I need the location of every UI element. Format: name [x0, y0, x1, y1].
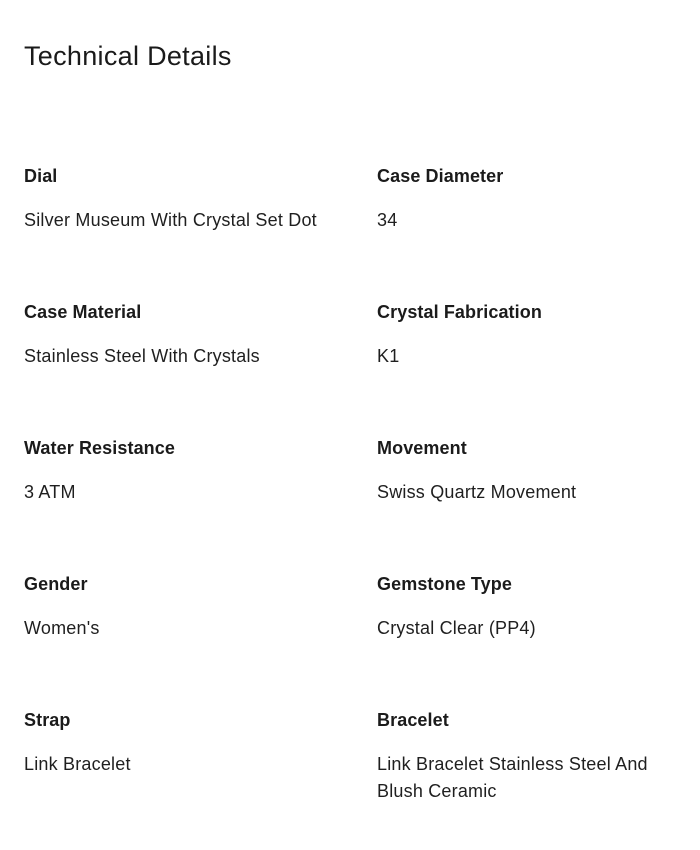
spec-label: Crystal Fabrication	[377, 302, 542, 322]
spec-value: Crystal Clear (PP4)	[377, 618, 536, 638]
spec-item-case-material	[24, 301, 377, 370]
spec-value: Women's	[24, 618, 100, 638]
spec-value: Silver Museum With Crystal Set Dot	[24, 210, 317, 230]
spec-label: Dial	[24, 166, 58, 186]
spec-item-dial	[24, 165, 377, 234]
spec-value: Link Bracelet Stainless Steel And Blush Ceramic	[377, 754, 648, 801]
spec-item-strap	[24, 709, 377, 805]
spec-item-gemstone-type	[377, 573, 676, 642]
spec-item-crystal-fabrication	[377, 301, 676, 370]
spec-item-movement	[377, 437, 676, 506]
spec-value: Swiss Quartz Movement	[377, 482, 577, 502]
spec-label: Bracelet	[377, 710, 449, 730]
spec-item-water-resistance	[24, 437, 377, 506]
spec-value: 34	[377, 210, 398, 230]
spec-item-bracelet	[377, 709, 676, 805]
spec-label: Gender	[24, 574, 88, 594]
spec-value: Link Bracelet	[24, 754, 131, 774]
spec-label: Strap	[24, 710, 71, 730]
spec-label: Case Diameter	[377, 166, 504, 186]
spec-item-gender	[24, 573, 377, 642]
spec-item-case-diameter	[377, 165, 676, 234]
spec-label: Gemstone Type	[377, 574, 512, 594]
specs-grid	[24, 165, 676, 805]
spec-value: K1	[377, 346, 400, 366]
spec-label: Case Material	[24, 302, 142, 322]
spec-label: Water Resistance	[24, 438, 175, 458]
page-title: Technical Details	[24, 41, 232, 71]
spec-value: Stainless Steel With Crystals	[24, 346, 260, 366]
spec-value: 3 ATM	[24, 482, 76, 502]
spec-label: Movement	[377, 438, 467, 458]
